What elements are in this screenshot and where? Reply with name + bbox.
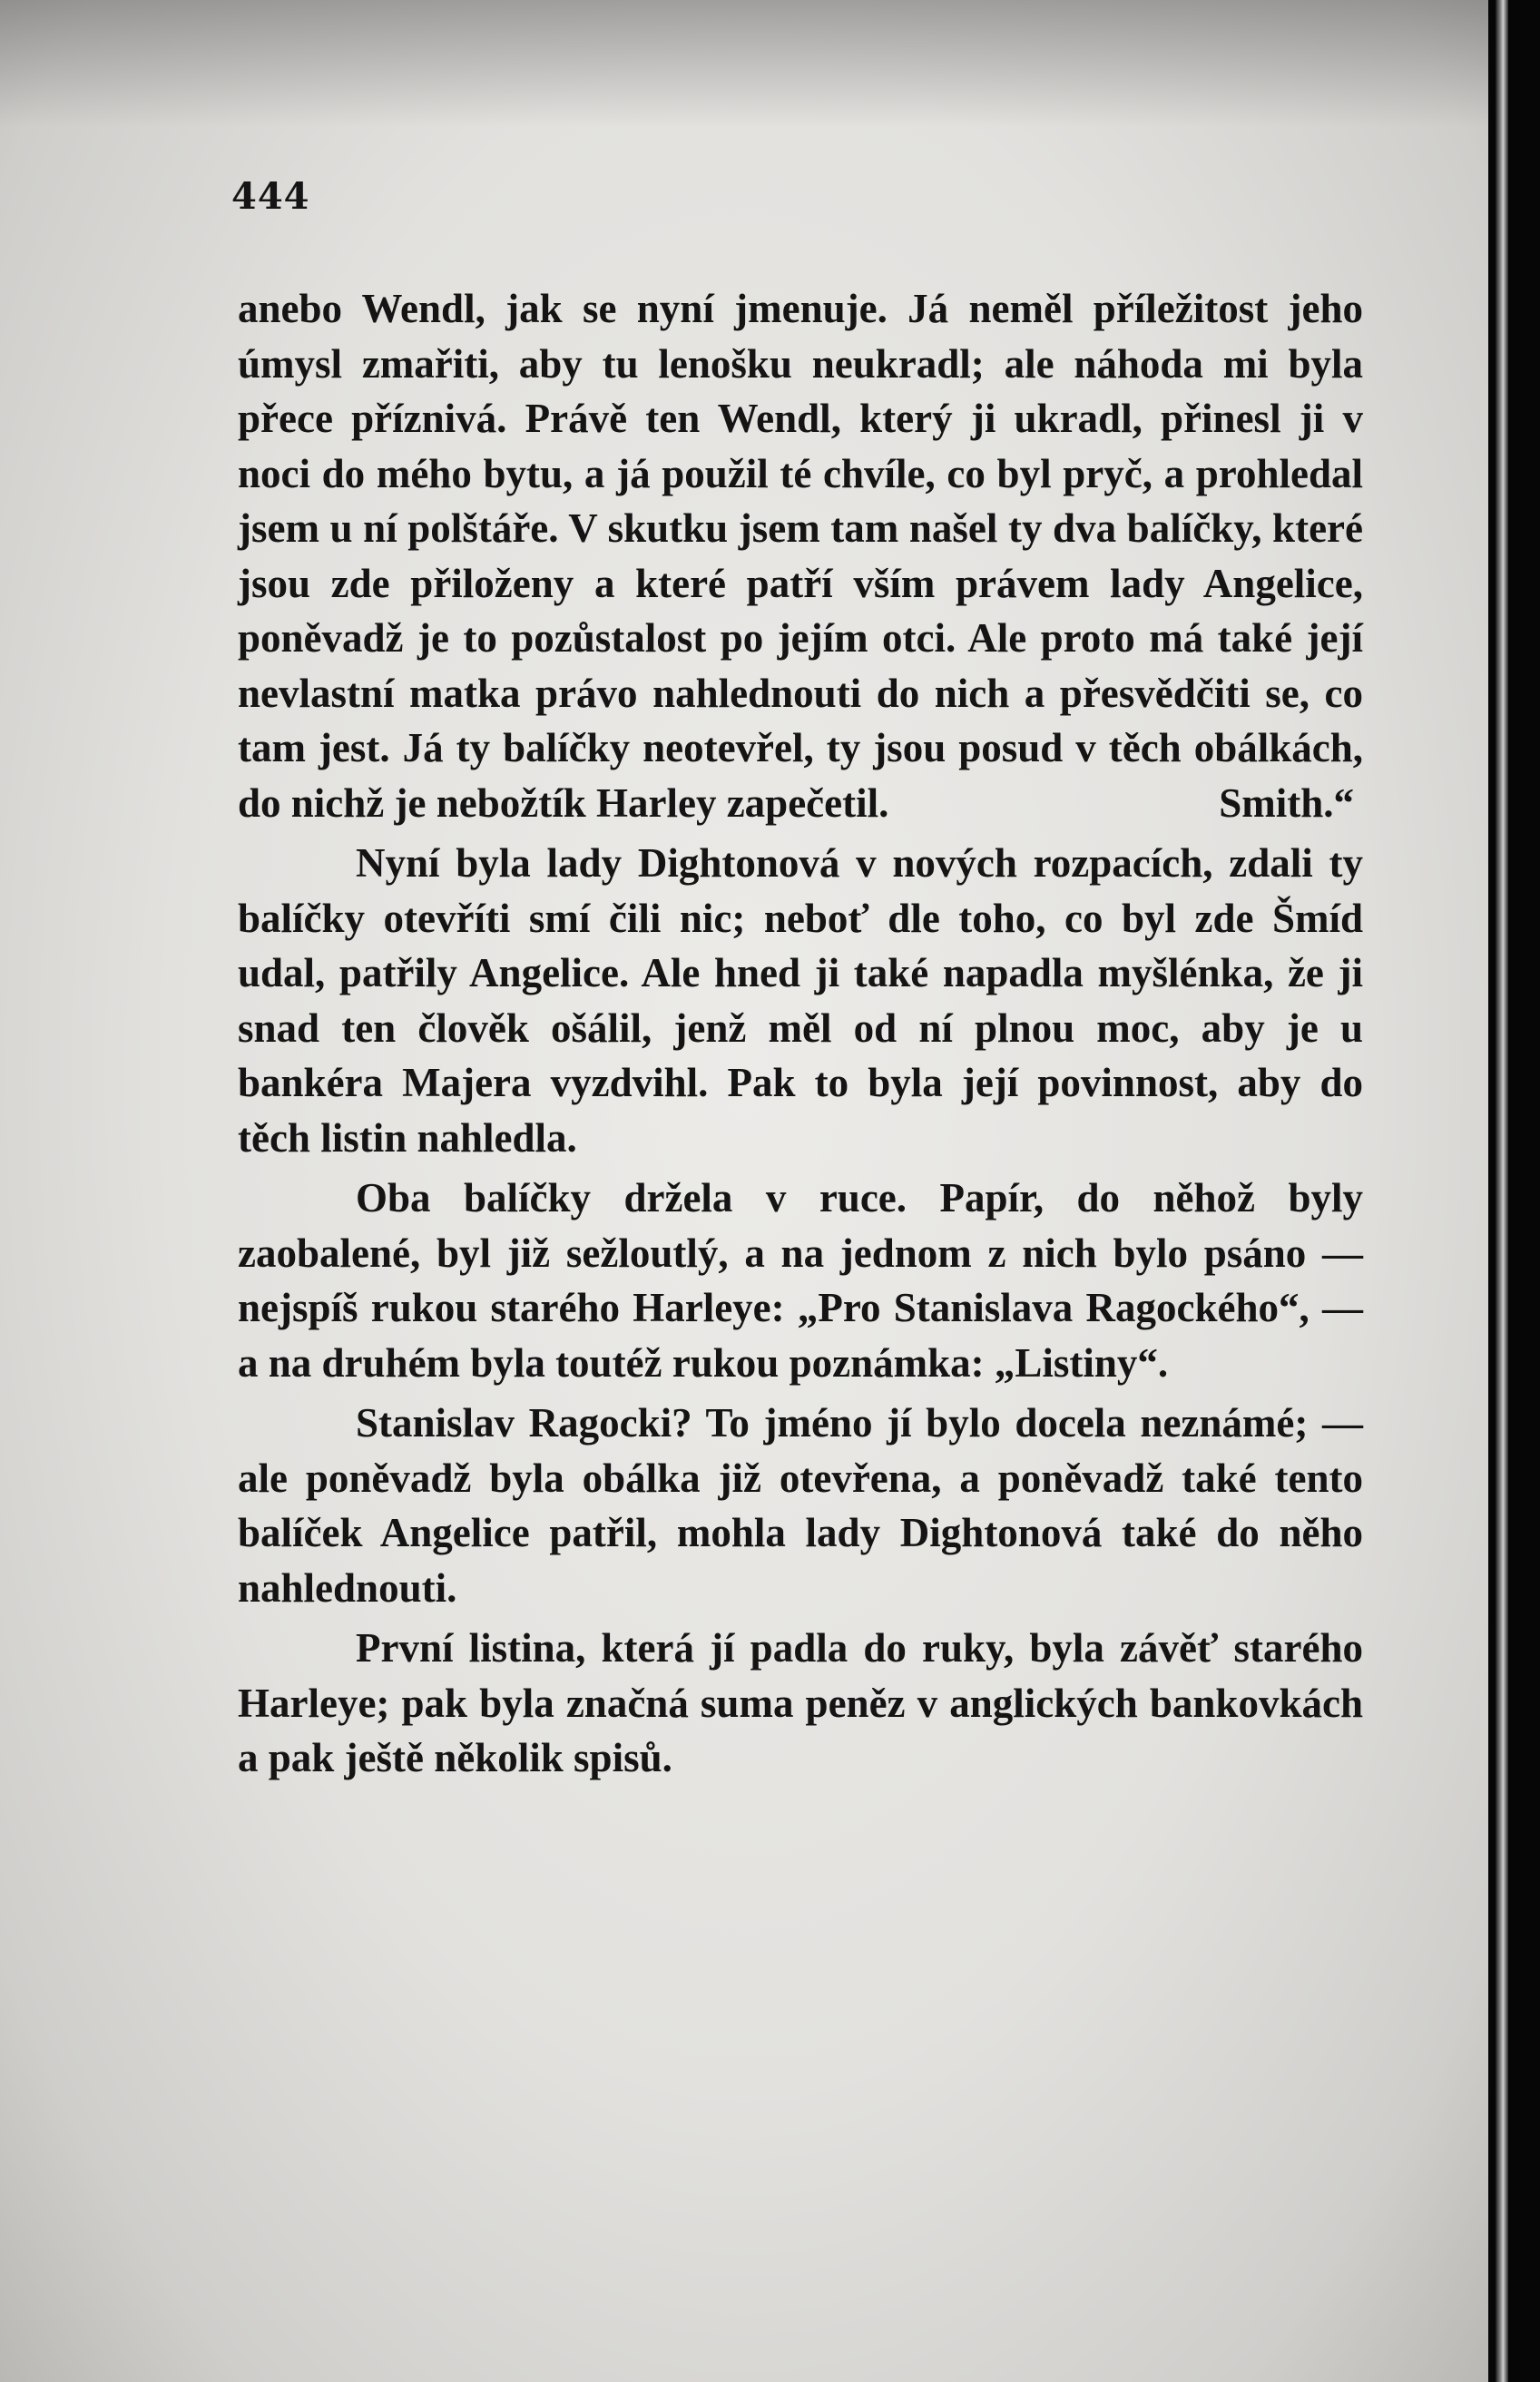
- page-number: 444: [231, 175, 310, 218]
- body-text: [238, 281, 1363, 1786]
- letter-signature: Smith.“: [1219, 779, 1354, 826]
- paragraph-1-text: anebo Wendl, jak se nyní jmenuje. Já neměl příležitost jeho úmysl zmařiti, aby tu lenošku neukradl; ale náhoda mi byla přece příznivá. Právě ten Wendl, který ji ukradl, přinesl ji v noci do mého bytu, a já použil té chvíle, co byl pryč, a prohledal jsem u ní polštáře. V skutku jsem tam našel ty dva balíčky, které jsou zde přiloženy a které patří vším právem lady Angelice, poněvadž je to pozůstalost po jejím otci. Ale proto má také její nevlastní matka právo nahlednouti do nich a přesvědčiti se, co tam jest. Já ty balíčky neotevřel, ty jsou posud v těch obálkách, do nichž je nebožtík Harley zapečetil.: [238, 286, 1363, 826]
- page-edge: [1496, 0, 1508, 2382]
- paragraph-1: [238, 281, 1363, 830]
- paragraph-5: První listina, která jí padla do ruky, byla závěť starého Harleye; pak byla značná suma peněz v anglických bankovkách a pak ještě několik spisů.: [238, 1625, 1363, 1780]
- paragraph-2: Nyní byla lady Dightonová v nových rozpacích, zdali ty balíčky otevříti smí čili nic; neboť dle toho, co byl zde Šmíd udal, patřily Angelice. Ale hned ji také napadla myšlénka, že ji snad ten člověk ošálil, jenž měl od ní plnou moc, aby je u bankéra Majera vyzdvihl. Pak to byla její povinnost, aby do těch listin nahledla.: [238, 840, 1363, 1161]
- paragraph-3: Oba balíčky držela v ruce. Papír, do něhož byly zaobalené, byl již sežloutlý, a na jednom z nich bylo psáno — nejspíš rukou starého Harleye: „Pro Stanislava Ragockého“, — a na druhém byla toutéž rukou poznámka: „Listiny“.: [238, 1175, 1363, 1386]
- paragraph-4: Stanislav Ragocki? To jméno jí bylo docela neznámé; — ale poněvadž byla obálka již otevřena, a poněvadž také tento balíček Angelice patřil, mohla lady Dightonová také do něho nahlednouti.: [238, 1400, 1363, 1611]
- scan-shadow: [0, 0, 1488, 127]
